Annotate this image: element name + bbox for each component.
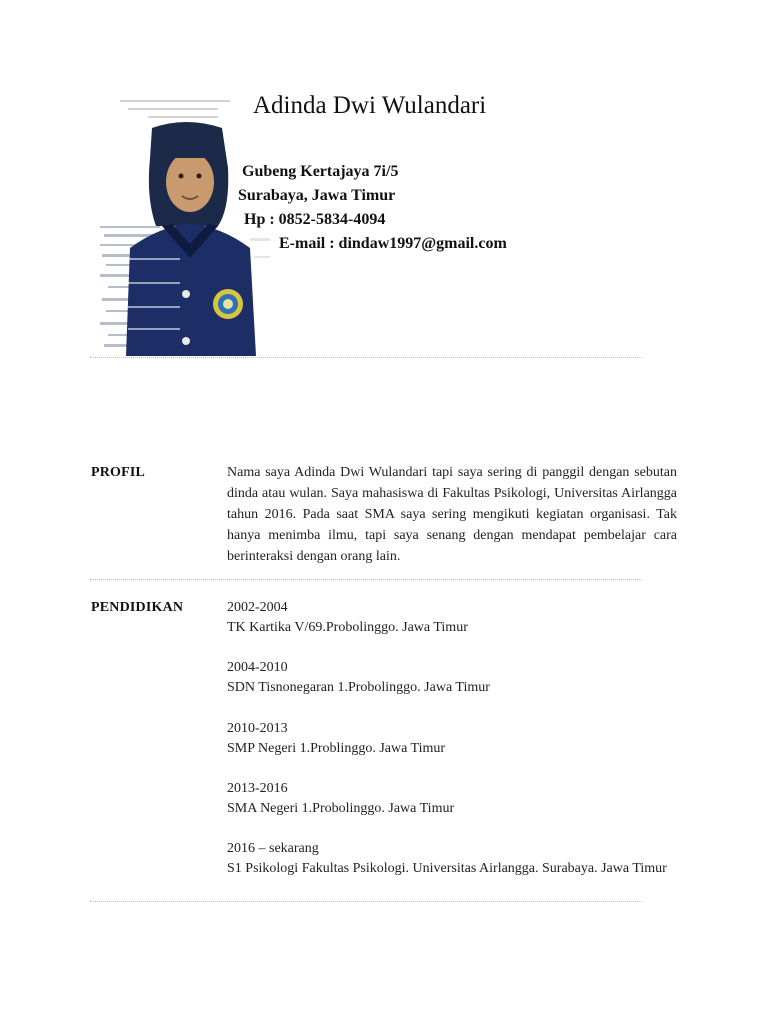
education-years: 2010-2013 [227, 721, 288, 736]
divider [90, 901, 642, 902]
education-years: 2004-2010 [227, 660, 288, 675]
education-years: 2002-2004 [227, 600, 288, 615]
candidate-name: Adinda Dwi Wulandari [253, 92, 487, 119]
education-school: SDN Tisnonegaran 1.Probolinggo. Jawa Timur [227, 680, 490, 695]
education-item [227, 839, 677, 879]
phone-number: Hp : 0852-5834-4094 [244, 211, 386, 228]
education-item [227, 658, 677, 698]
education-school: SMP Negeri 1.Problinggo. Jawa Timur [227, 741, 446, 756]
education-years: 2016 – sekarang [227, 841, 319, 856]
education-item [227, 779, 677, 819]
education-school: S1 Psikologi Fakultas Psikologi. Universitas Airlangga. Surabaya. Jawa Timur [227, 861, 667, 876]
email-address: E-mail : dindaw1997@gmail.com [279, 235, 507, 252]
divider [90, 579, 642, 580]
profile-section-label: PROFIL [91, 465, 146, 480]
address-street: Gubeng Kertajaya 7i/5 [242, 163, 399, 180]
education-section-label: PENDIDIKAN [91, 600, 184, 615]
education-item [227, 719, 677, 759]
education-school: TK Kartika V/69.Probolinggo. Jawa Timur [227, 620, 468, 635]
divider [90, 357, 642, 358]
education-item [227, 598, 677, 638]
profile-text: Nama saya Adinda Dwi Wulandari tapi saya sering di panggil dengan sebutan dinda atau wulan. Saya mahasiswa di Fakultas Psikologi, Universitas Airlangga tahun 2016. Pada saat SMA saya sering mengikuti kegiatan organisasi. Tak hanya menimba ilmu, tapi saya senang dengan mendapat pembelajar cara berinteraksi dengan orang lain. [227, 465, 677, 564]
education-school: SMA Negeri 1.Probolinggo. Jawa Timur [227, 801, 455, 816]
education-years: 2013-2016 [227, 781, 288, 796]
address-city: Surabaya, Jawa Timur [238, 187, 396, 204]
